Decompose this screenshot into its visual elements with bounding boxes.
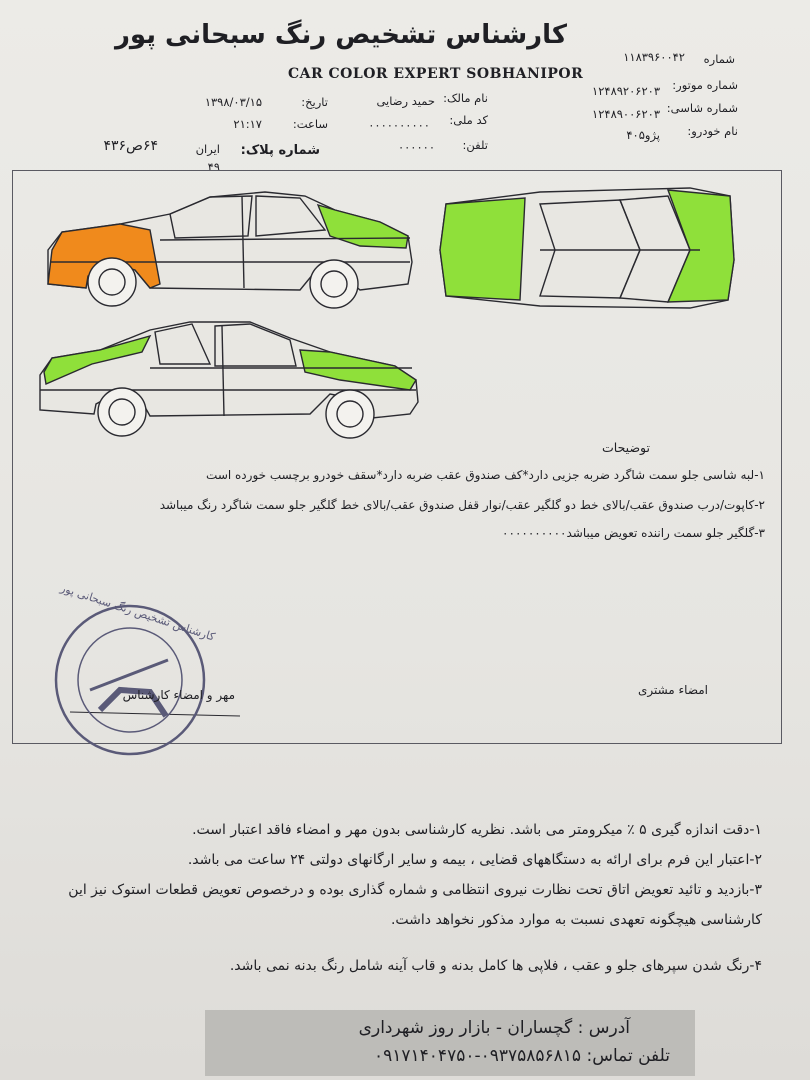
car-name-value: پژو۴۰۵ <box>626 128 660 142</box>
customer-signature-label: امضاء مشتری <box>637 683 708 697</box>
time-value: ۲۱:۱۷ <box>233 117 262 131</box>
description-line-1: ۱-لبه شاسی جلو سمت شاگرد ضربه جزیی دارد*کف صندوق عقب ضربه دارد*سقف خودرو برچسب خورده است <box>206 468 765 482</box>
description-line-3: ۳-گلگیر جلو سمت راننده تعویض میباشد۰۰۰۰۰۰۰۰۰۰ <box>502 526 765 540</box>
note-2: ۲-اعتبار این فرم برای ارائه به دستگاههای قضایی ، بیمه و سایر ارگانهای دولتی ۲۴ ساعت می باشد. <box>187 852 762 868</box>
address-text: آدرس : گچساران - بازار روز شهرداری <box>358 1018 630 1038</box>
engine-label: شماره موتور: <box>672 78 738 92</box>
car-top-view <box>440 188 734 308</box>
engine-value: ۱۲۴۸۹۲۰۶۲۰۳ <box>592 84 660 98</box>
national-code-value: ۰۰۰۰۰۰۰۰۰۰ <box>368 118 430 132</box>
plate-label: شماره پلاک: <box>240 143 320 158</box>
number-value: ۱۱۸۳۹۶۰۰۴۲ <box>623 50 685 64</box>
title-en: CAR COLOR EXPERT SOBHANIPOR <box>288 66 584 82</box>
car-side-view-top <box>48 192 412 308</box>
national-code-label: کد ملی: <box>449 113 488 127</box>
expert-signature-label: مهر و امضاء کارشناس <box>122 688 235 702</box>
note-1: ۱-دقت اندازه گیری ۵ ٪ میکرومتر می باشد. نظریه کارشناسی بدون مهر و امضاء فاقد اعتبار است. <box>192 822 762 838</box>
car-side-view-bottom <box>40 322 418 438</box>
note-3a: ۳-بازدید و تائید تعویض اتاق تحت نظارت نیروی انتظامی و شماره گذاری بوده و درخصوص تعویض قطعات استوک نیز این <box>68 882 762 898</box>
phone-value: ۰۰۰۰۰۰ <box>397 140 435 154</box>
stamp-text: کارشناس تشخیص رنگ سبحانی پور <box>58 581 217 644</box>
contact-phone: تلفن تماس: ۰۹۳۷۵۸۵۶۸۱۵-۰۹۱۷۱۴۰۴۷۵۰ <box>374 1046 670 1066</box>
title-fa: کارشناس تشخیص رنگ سبحانی پور <box>114 20 567 50</box>
plate-country: ایران <box>195 142 220 156</box>
phone-label: تلفن: <box>462 138 488 152</box>
repaint-hood <box>440 198 525 300</box>
number-label: شماره <box>703 52 735 66</box>
time-label: ساعت: <box>292 117 328 131</box>
note-3b: کارشناسی هیچگونه تعهدی نسبت به موارد مذکور نخواهد داشت. <box>390 912 762 928</box>
description-line-2: ۲-کاپوت/درب صندوق عقب/بالای خط دو گلگیر عقب/نوار قفل صندوق عقب/بالای خط گلگیر جلو سمت شاگرد رنگ میباشد <box>159 498 765 512</box>
note-4: ۴-رنگ شدن سپرهای جلو و عقب ، فلاپی ها کامل بدنه و قاب آینه شامل رنگ بدنه نمی باشد. <box>229 958 762 974</box>
description-heading: توضیحات <box>602 440 650 455</box>
chassis-label: شماره شاسی: <box>666 101 738 115</box>
car-name-label: نام خودرو: <box>687 124 738 138</box>
plate-number: ۶۴ص۴۳۶ <box>103 138 158 154</box>
chassis-value: ۱۲۴۸۹۰۰۶۲۰۳ <box>592 107 660 121</box>
owner-label: نام مالک: <box>443 91 488 105</box>
date-label: تاریخ: <box>301 95 328 109</box>
plate-region: ۴۹ <box>207 160 220 174</box>
owner-value: حمید رضایی <box>376 94 435 108</box>
date-value: ۱۳۹۸/۰۳/۱۵ <box>204 95 262 109</box>
